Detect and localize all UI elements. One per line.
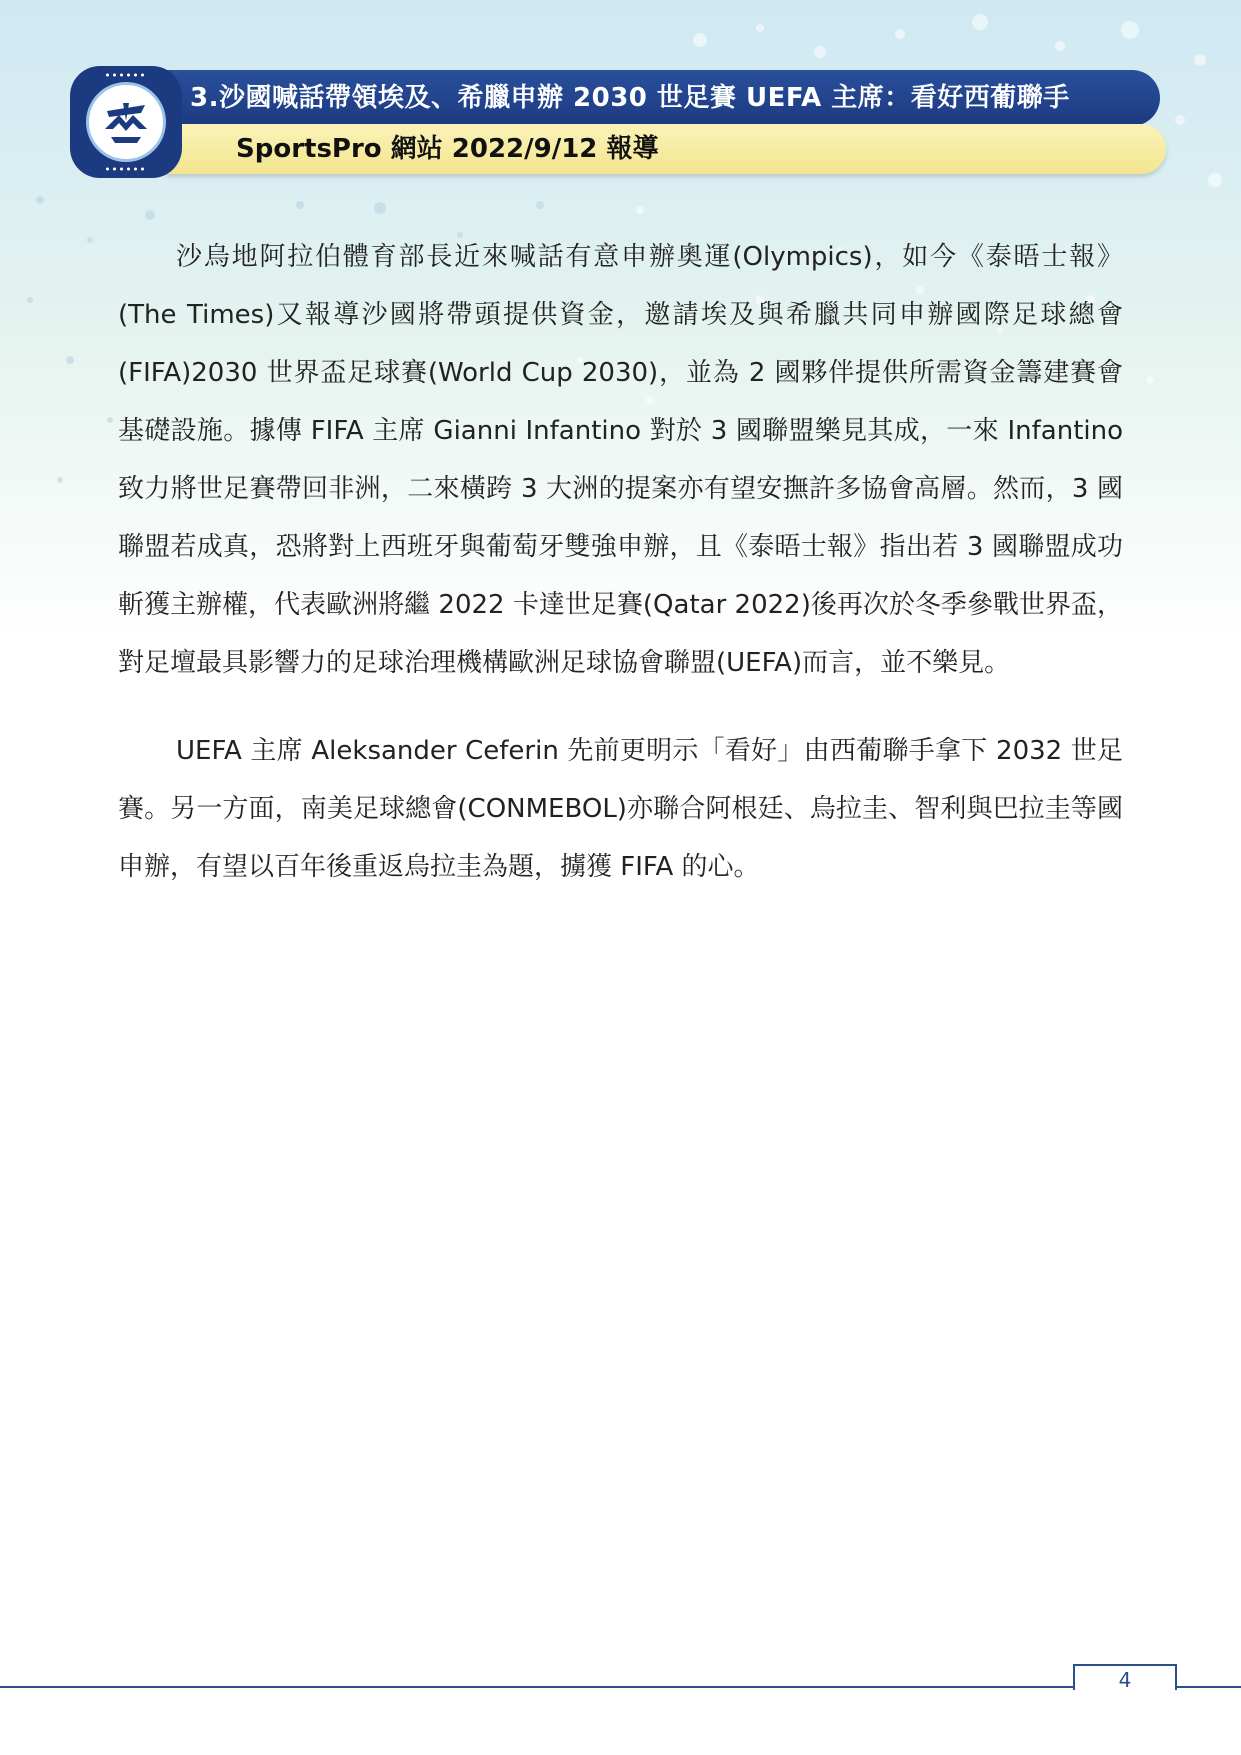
sports-logo-mark	[89, 85, 163, 159]
paragraph-2: UEFA 主席 Aleksander Ceferin 先前更明示「看好」由西葡聯手拿下 2032 世足賽。另一方面，南美足球總會(CONMEBOL)亦聯合阿根廷、烏拉圭、智利與巴拉圭等國申辦，有望以百年後重返烏拉圭為題，擄獲 FIFA 的心。	[118, 736, 1123, 882]
page-subtitle: SportsPro 網站 2022/9/12 報導	[236, 134, 659, 164]
logo-dots-top	[104, 73, 148, 77]
paragraph-1: 沙烏地阿拉伯體育部長近來喊話有意申辦奧運(Olympics)，如今《泰晤士報》(The Times)又報導沙國將帶頭提供資金，邀請埃及與希臘共同申辦國際足球總會(FIFA)2030 世界盃足球賽(World Cup 2030)，並為 2 國夥伴提供所需資金籌建賽會基礎設施。據傳 FIFA 主席 Gianni Infantino 對於 3 國聯盟樂見其成，一來 Infantino 致力將世足賽帶回非洲，二來橫跨 3 大洲的提案亦有望安撫許多協會高層。然而，3 國聯盟若成真，恐將對上西班牙與葡萄牙雙強申辦，且《泰晤士報》指出若 3 國聯盟成功斬獲主辦權，代表歐洲將繼 2022 卡達世足賽(Qatar 2022)後再次於冬季參戰世界盃，對足壇最具影響力的足球治理機構歐洲足球協會聯盟(UEFA)而言，並不樂見。	[118, 242, 1123, 678]
logo-dots-bottom	[104, 167, 148, 171]
logo-badge	[70, 66, 182, 178]
section-header	[70, 66, 1160, 178]
sports-logo-icon	[86, 82, 166, 162]
footer-divider	[0, 1686, 1241, 1688]
article-body	[118, 228, 1123, 926]
page-number: 4	[1073, 1664, 1177, 1690]
page-title: 3.沙國喊話帶領埃及、希臘申辦 2030 世足賽 UEFA 主席：看好西葡聯手	[190, 83, 1070, 113]
